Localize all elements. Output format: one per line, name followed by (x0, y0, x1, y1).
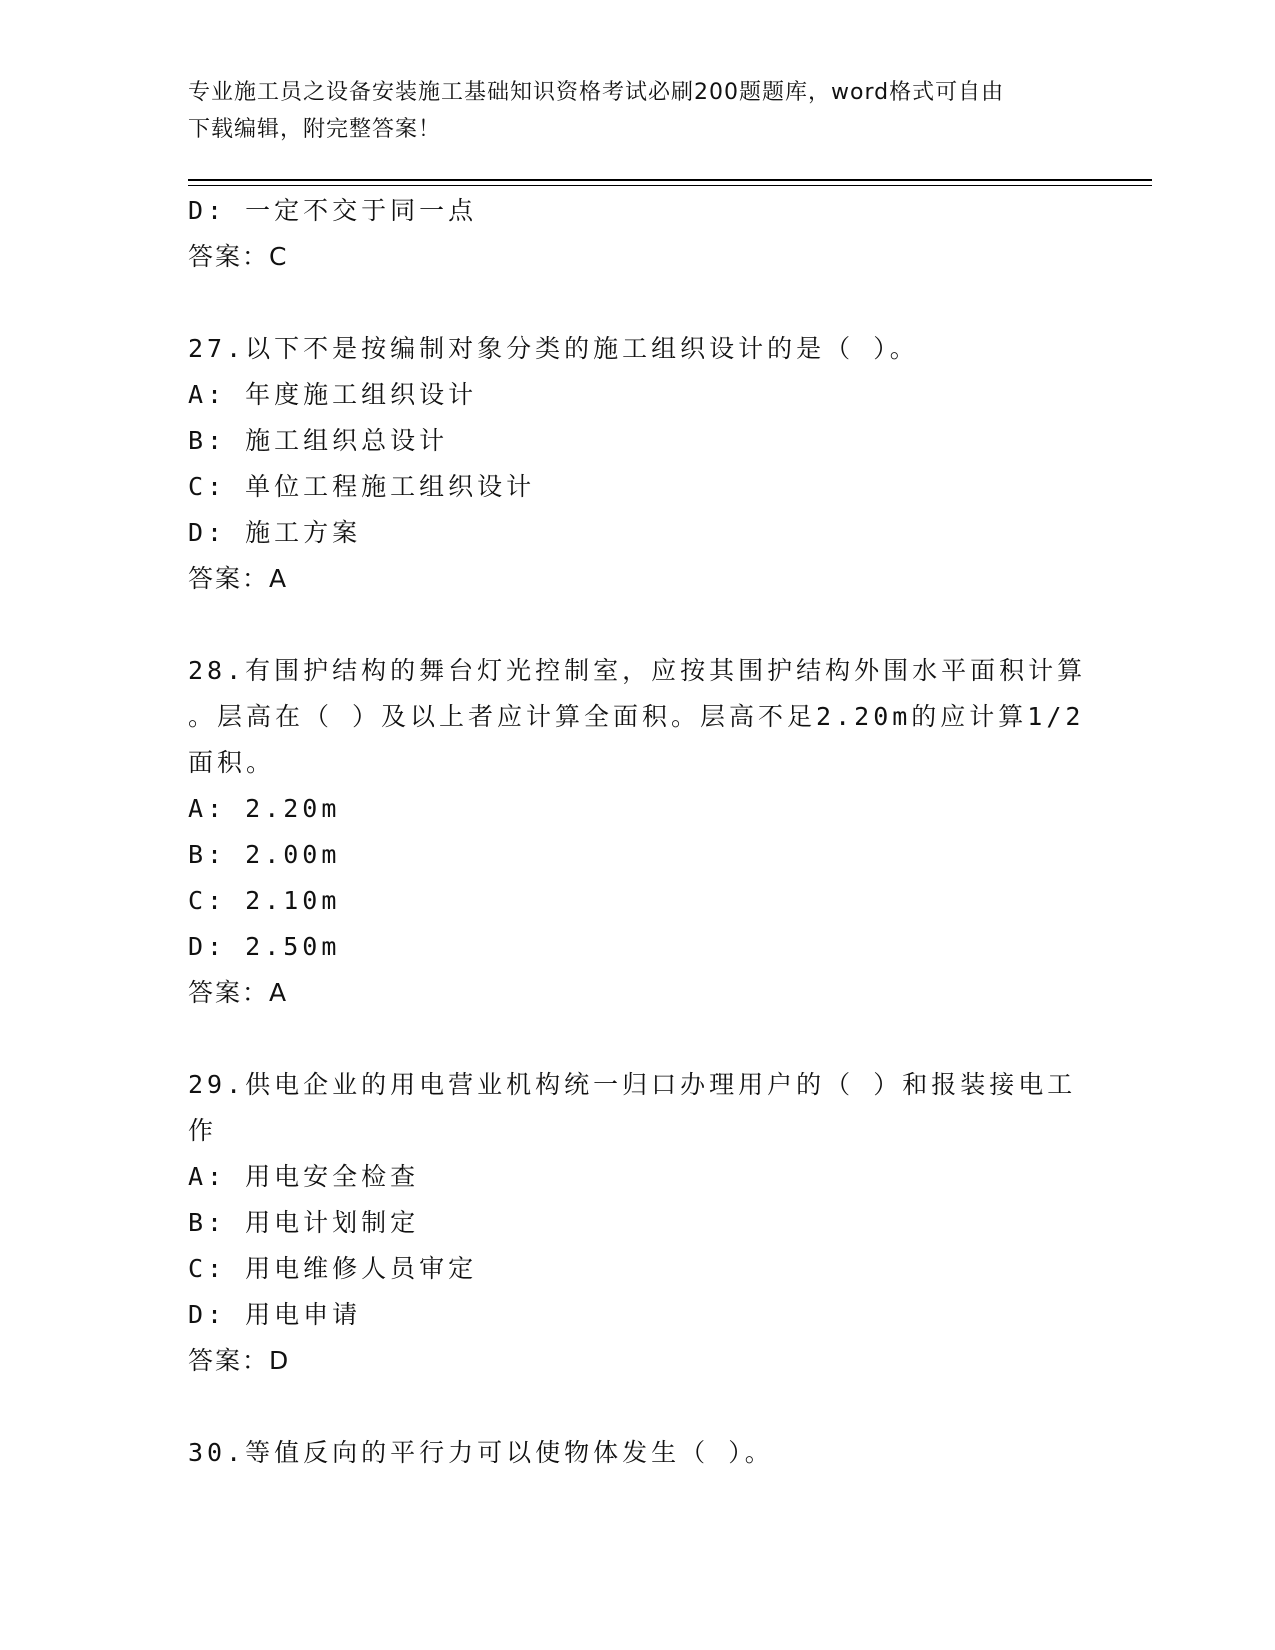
option-d: D: 一定不交于同一点 (188, 196, 478, 225)
answer-line: 答案：A (188, 978, 289, 1007)
question-stem-line-3: 面积。 (188, 748, 276, 777)
option-c: C: 用电维修人员审定 (188, 1254, 478, 1283)
spacer (188, 1384, 1088, 1430)
spacer (188, 280, 1088, 326)
answer-line: 答案：D (188, 1346, 291, 1375)
prev-question-tail (188, 188, 1088, 280)
header-divider-thick (188, 179, 1152, 181)
option-a: A: 年度施工组织设计 (188, 380, 478, 409)
spacer (188, 602, 1088, 648)
option-b: B: 用电计划制定 (188, 1208, 420, 1237)
document-header (188, 74, 1088, 148)
question-stem-line-1: 29.供电企业的用电营业机构统一归口办理用户的（ ）和报装接电工 (188, 1070, 1077, 1099)
header-divider-thin (188, 185, 1152, 186)
question-29 (188, 1062, 1088, 1384)
spacer (188, 1016, 1088, 1062)
option-d: D: 用电申请 (188, 1300, 362, 1329)
option-b: B: 施工组织总设计 (188, 426, 449, 455)
question-30 (188, 1430, 1088, 1476)
option-d: D: 施工方案 (188, 518, 362, 547)
answer-line: 答案：C (188, 242, 289, 271)
option-c: C: 单位工程施工组织设计 (188, 472, 536, 501)
header-line-2: 下载编辑，附完整答案！ (188, 117, 442, 142)
option-a: A: 2.20m (188, 794, 341, 823)
option-d: D: 2.50m (188, 932, 341, 961)
question-list (188, 188, 1088, 1476)
option-a: A: 用电安全检查 (188, 1162, 420, 1191)
question-27 (188, 326, 1088, 602)
answer-line: 答案：A (188, 564, 289, 593)
option-c: C: 2.10m (188, 886, 341, 915)
option-b: B: 2.00m (188, 840, 341, 869)
header-line-1: 专业施工员之设备安装施工基础知识资格考试必刷200题题库，word格式可自由 (188, 80, 1005, 105)
question-stem-line-2: 作 (188, 1116, 218, 1145)
question-stem-line-2: 。层高在（ ）及以上者应计算全面积。层高不足2.20m的应计算1/2 (188, 702, 1085, 731)
question-28 (188, 648, 1088, 1016)
question-stem: 27.以下不是按编制对象分类的施工组织设计的是（ ）。 (188, 334, 919, 363)
question-stem-line-1: 28.有围护结构的舞台灯光控制室，应按其围护结构外围水平面积计算 (188, 656, 1087, 685)
question-stem: 30.等值反向的平行力可以使物体发生（ ）。 (188, 1438, 774, 1467)
